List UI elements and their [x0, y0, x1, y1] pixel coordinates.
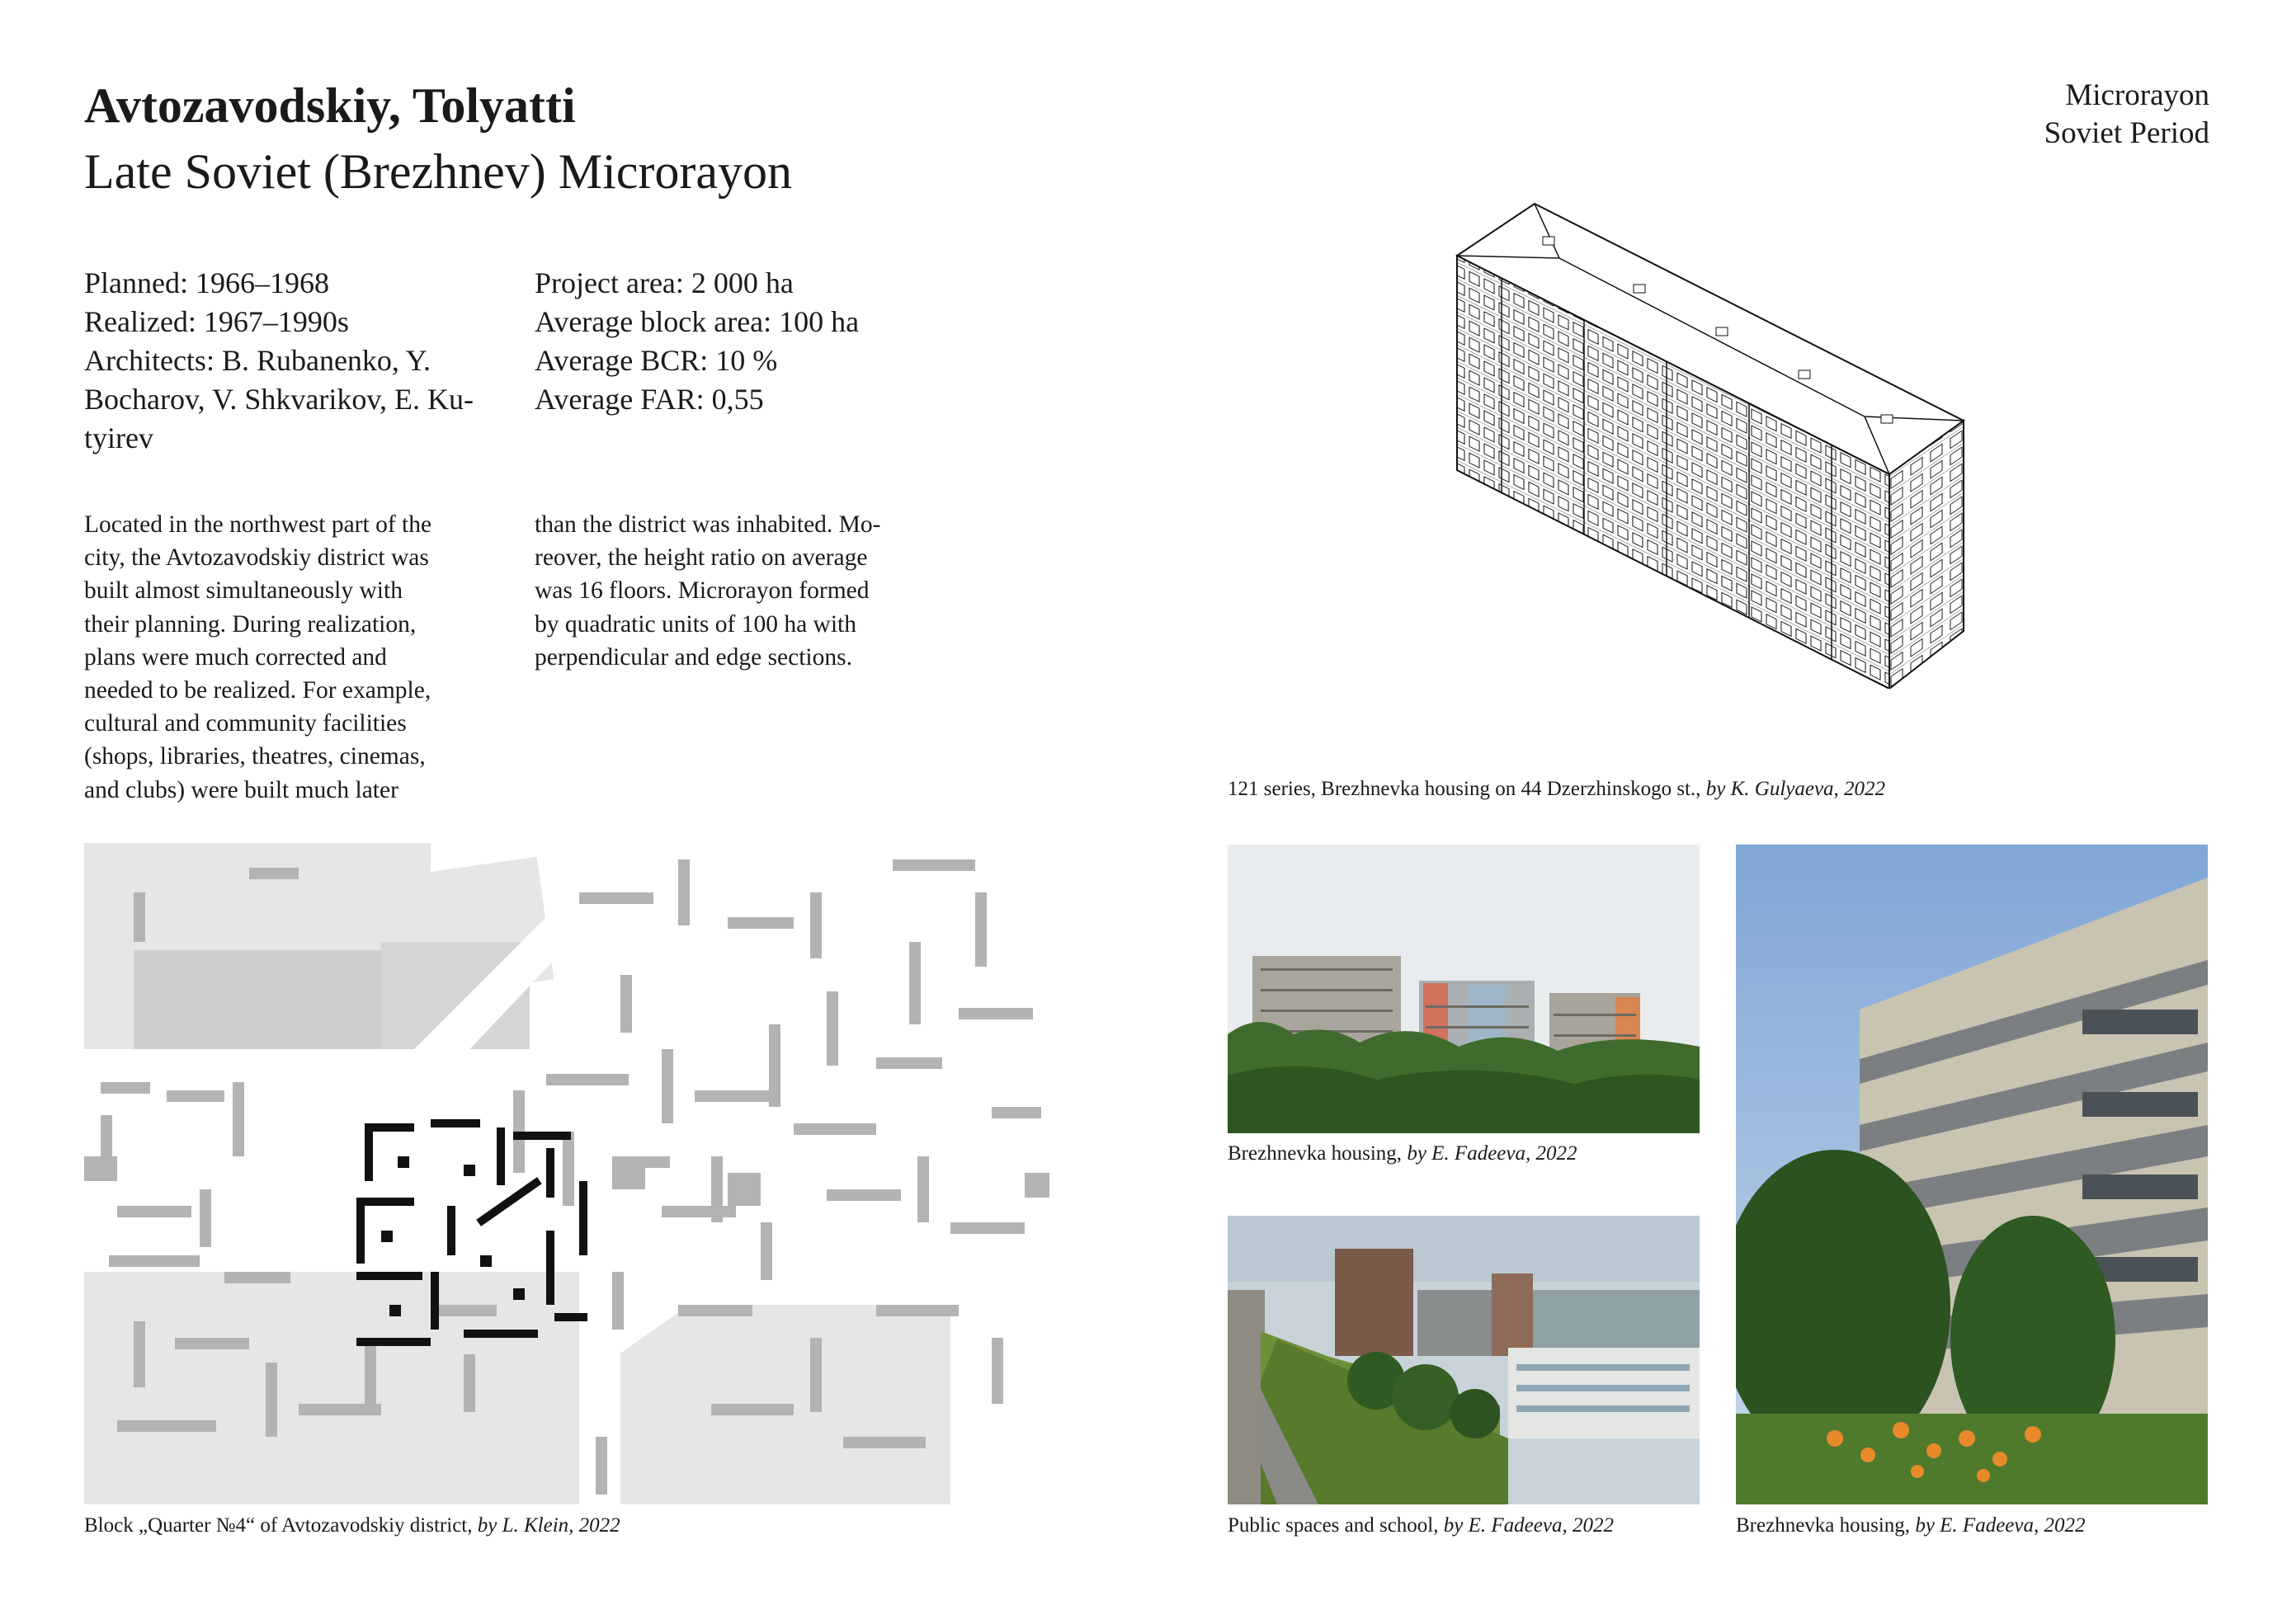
fact-realized: Realized: 1967–1990s: [84, 305, 349, 338]
photo-public-spaces-school: [1228, 1216, 1700, 1504]
body-line: by quadratic units of 100 ha with: [535, 610, 856, 638]
fact-architects-end: tyirev: [84, 421, 153, 454]
body-line: cultural and community facilities: [84, 710, 407, 737]
caption-credit: by K. Gulyaeva, 2022: [1705, 778, 1886, 800]
facts-left: [84, 264, 530, 458]
body-line: (shops, libraries, theatres, cinemas,: [84, 743, 426, 770]
body-line: built almost simultaneously with: [84, 577, 403, 605]
body-line: their planning. During realization,: [84, 610, 417, 638]
caption-text: Public spaces and school,: [1228, 1514, 1444, 1537]
body-line: plans were much corrected and: [84, 643, 387, 671]
photo3-caption: [1736, 1513, 2086, 1539]
fact-far: Average FAR: 0,55: [535, 383, 764, 416]
caption-credit: by E. Fadeeva, 2022: [1915, 1514, 2086, 1537]
caption-credit: by E. Fadeeva, 2022: [1407, 1142, 1577, 1165]
figure-ground-map: [84, 843, 1063, 1504]
caption-text: 121 series, Brezhnevka housing on 44 Dzerzhinskogo st.,: [1228, 778, 1706, 800]
photo-brezhnevka-housing: [1228, 845, 1700, 1133]
photo2-caption: [1228, 1513, 1614, 1539]
isometric-caption: [1228, 776, 1885, 803]
body-line: perpendicular and edge sections.: [535, 643, 852, 671]
caption-credit: by L. Klein, 2022: [477, 1514, 620, 1537]
period-tag: Soviet Period: [2044, 116, 2209, 150]
body-line: reover, the height ratio on average: [535, 544, 868, 572]
photo-brezhnevka-housing-tall: [1736, 845, 2208, 1504]
body-line: Located in the northwest part of the: [84, 511, 432, 538]
body-line: than the district was inhabited. Mo-: [535, 511, 881, 538]
map-caption: [84, 1513, 620, 1539]
isometric-building-drawing: [1452, 194, 1980, 689]
body-line: needed to be realized. For example,: [84, 677, 431, 704]
fact-architects-cont: Bocharov, V. Shkvarikov, E. Ku-: [84, 383, 474, 416]
body-line: city, the Avtozavodskiy district was: [84, 544, 429, 572]
caption-text: Brezhnevka housing,: [1228, 1142, 1408, 1165]
body-text-right: [535, 508, 939, 674]
caption-text: Brezhnevka housing,: [1736, 1514, 1916, 1537]
fact-project-area: Project area: 2 000 ha: [535, 266, 794, 299]
caption-credit: by E. Fadeeva, 2022: [1443, 1514, 1614, 1537]
fact-block-area: Average block area: 100 ha: [535, 305, 860, 338]
fact-planned: Planned: 1966–1968: [84, 266, 329, 299]
page-subtitle: Late Soviet (Brezhnev) Microrayon: [84, 144, 793, 199]
facts-right: [535, 264, 980, 419]
photo1-caption: [1228, 1141, 1577, 1167]
fact-bcr: Average BCR: 10 %: [535, 344, 778, 377]
body-line: was 16 floors. Microrayon formed: [535, 577, 870, 605]
caption-text: Block „Quarter №4“ of Avtozavodskiy district,: [84, 1514, 478, 1537]
body-line: and clubs) were built much later: [84, 776, 398, 803]
body-text-left: [84, 508, 488, 807]
fact-architects: Architects: B. Rubanenko, Y.: [84, 344, 431, 377]
page-title: Avtozavodskiy, Tolyatti: [84, 78, 576, 133]
category-tag: Microrayon: [2065, 78, 2209, 112]
